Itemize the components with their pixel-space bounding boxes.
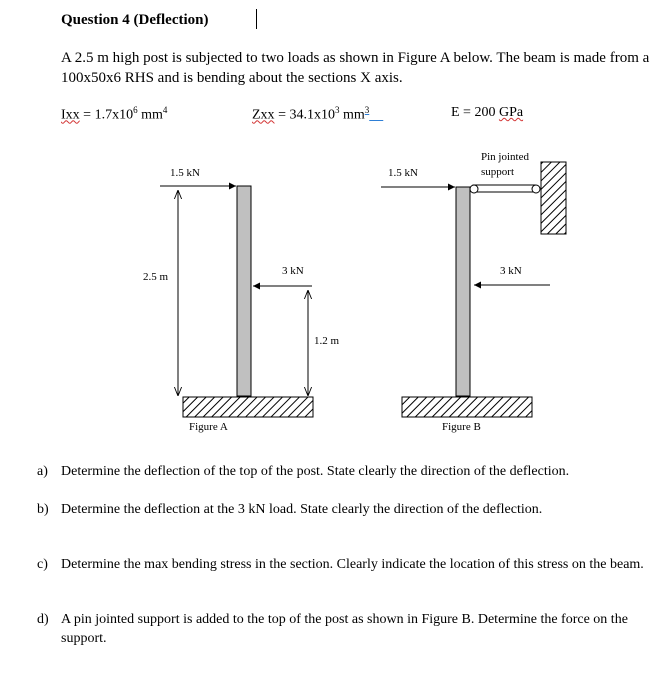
figure-a-caption: Figure A [189, 421, 228, 433]
question-title: Question 4 (Deflection) [61, 12, 209, 28]
problem-statement: A 2.5 m high post is subjected to two loads as shown in Figure A below. The beam is made from a 100x50x6 RHS and is bending about the sections X axis. [61, 50, 650, 86]
ixx-label: Ixx [61, 107, 80, 123]
question-d [37, 610, 652, 650]
question-c [37, 555, 652, 595]
figure-a-top-load-label: 1.5 kN [170, 167, 200, 179]
zxx-unit-exponent: 3 [364, 105, 370, 115]
figure-a-mid-load-label: 3 kN [282, 265, 304, 277]
ixx-unit: mm [137, 107, 163, 123]
question-b-label: b) [37, 502, 49, 517]
figure-a-ground [183, 397, 313, 417]
figure-b-post [456, 187, 470, 396]
figure-b [381, 151, 566, 433]
question-d-text: A pin jointed support is added to the top of the post as shown in Figure B. Determine the force on the support. [61, 612, 628, 646]
question-a-text: Determine the deflection of the top of the post. State clearly the direction of the deflection. [61, 464, 570, 479]
figure-b-caption: Figure B [442, 421, 481, 433]
figure-b-top-load-label: 1.5 kN [388, 167, 418, 179]
figure-b-pin-wall [532, 185, 540, 193]
zxx-unit: mm [339, 107, 365, 123]
figure-b-ground [402, 397, 532, 417]
ixx-unit-exponent: 4 [162, 105, 168, 115]
figure-b-wall-support [541, 162, 566, 234]
zxx-value: = 34.1x10 [274, 107, 335, 123]
zxx-exponent: 3 [334, 105, 340, 115]
question-d-label: d) [37, 612, 49, 627]
ixx-exponent: 6 [133, 105, 138, 115]
question-a-label: a) [37, 464, 48, 479]
question-c-text: Determine the max bending stress in the section. Clearly indicate the location of this stress on the beam. [61, 557, 644, 572]
figure-b-support-label-line2: support [481, 166, 514, 178]
e-unit: GPa [498, 105, 524, 120]
figure-b-pin-post [470, 185, 478, 193]
figure-a-load-height-label: 1.2 m [314, 335, 340, 347]
zxx-label: Zxx [252, 107, 275, 123]
figure-b-mid-load-label: 3 kN [500, 265, 522, 277]
e-label: E = 200 [451, 105, 499, 120]
ixx-value: = 1.7x10 [79, 107, 134, 123]
question-b [37, 500, 652, 520]
question-b-text: Determine the deflection at the 3 kN load. State clearly the direction of the deflection. [61, 502, 543, 517]
question-c-label: c) [37, 557, 48, 572]
figure-a [143, 167, 340, 433]
figure-b-link-bar [473, 185, 535, 192]
figure-a-height-label: 2.5 m [143, 271, 169, 283]
figure-b-support-label-line1: Pin jointed [481, 151, 529, 163]
question-a [37, 462, 652, 482]
figure-a-post [237, 186, 251, 396]
